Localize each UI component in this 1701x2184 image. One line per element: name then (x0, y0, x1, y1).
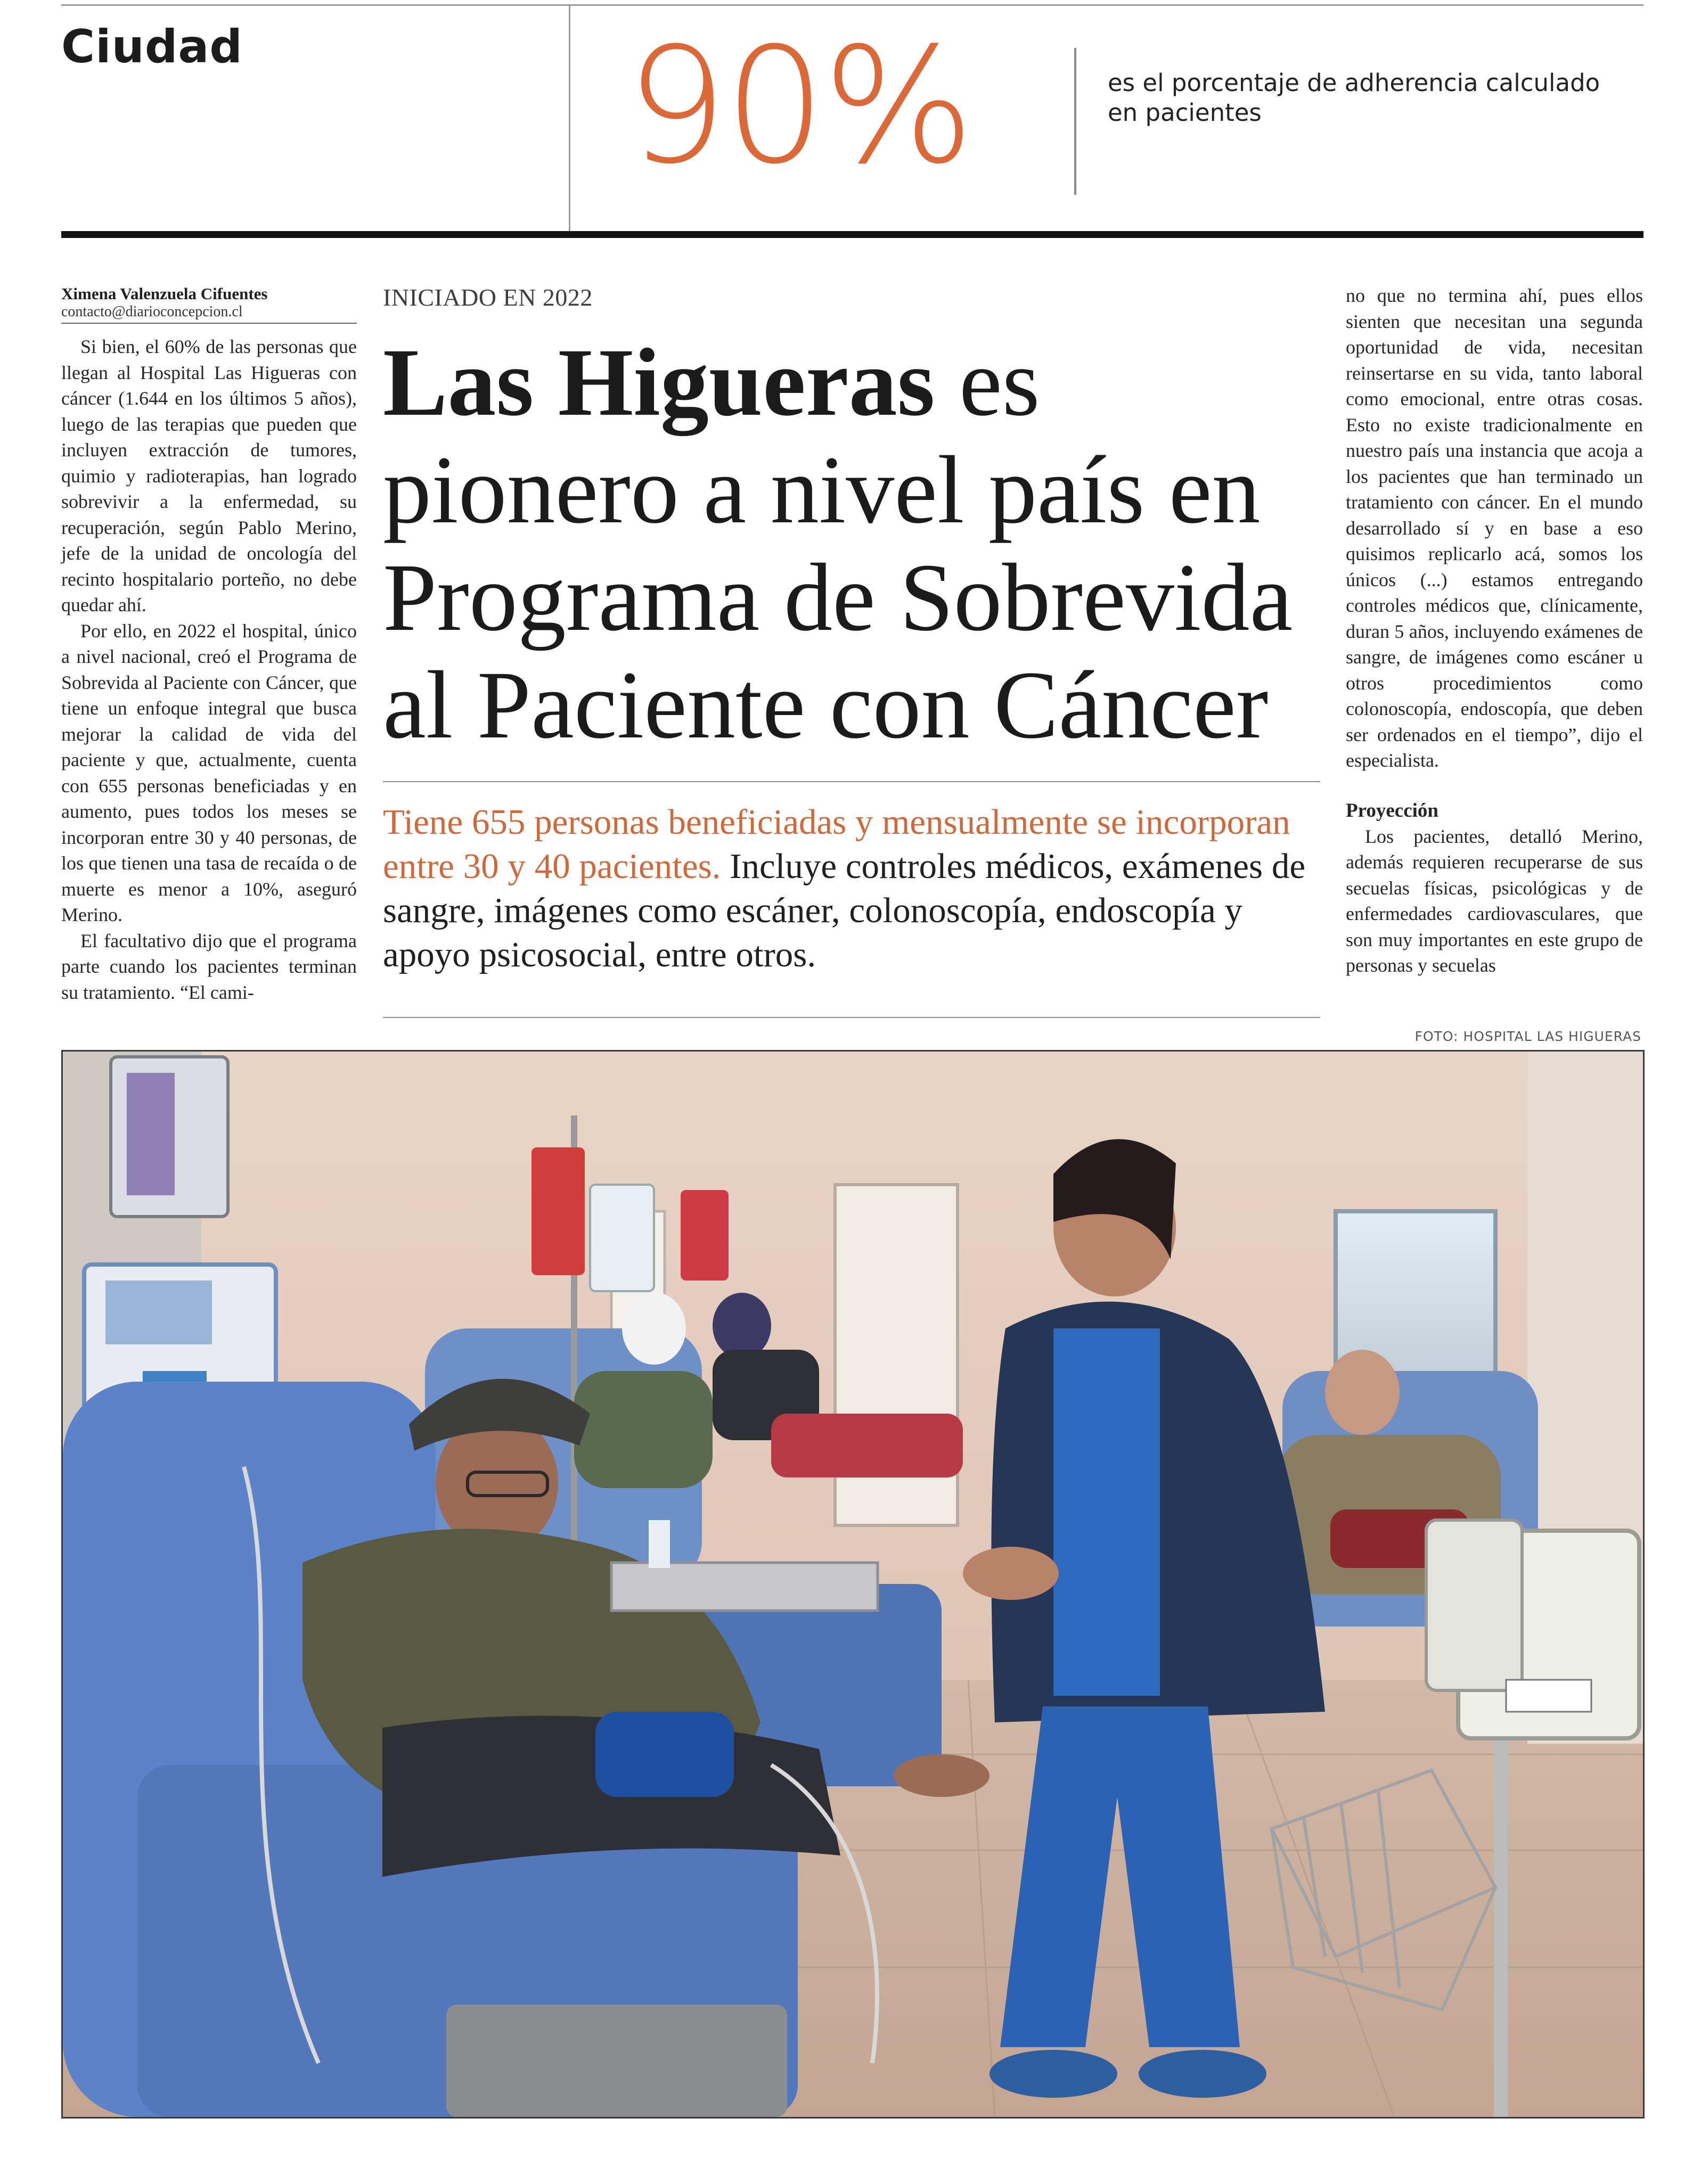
stat-caption: es el porcentaje de adherencia calculado en pacientes (1108, 69, 1600, 127)
deck-rule-bottom (383, 1017, 1320, 1018)
deck (383, 800, 1326, 977)
headline (383, 329, 1331, 759)
top-rule (61, 4, 1643, 6)
patient-bg-1 (713, 1293, 771, 1359)
patient-right (1325, 1350, 1400, 1435)
byline-rule (61, 323, 357, 324)
deck-highlight: Tiene 655 personas beneficiadas y mensualmente se incorporan entre 30 y 40 pacientes. (383, 802, 1290, 886)
header-rule (61, 231, 1643, 238)
tray (611, 1563, 878, 1611)
byline-email[interactable]: contacto@diarioconcepcion.cl (61, 303, 243, 320)
nurse-shoe (989, 2050, 1117, 2098)
body-paragraph: Si bien, el 60% de las personas que llegan al Hospital Las Higueras con cáncer (1.644 en los últimos 5 años), luego de las terapias que pueden que incluyen extracción de tumores, quimio y radioterapias, han logrado sobrevivir a la enfermedad, su recuperación, según Pablo Merino, jefe de la unidad de oncología del recinto hospitalario porteño, no debe quedar ahí. (61, 336, 357, 615)
kicker: INICIADO EN 2022 (383, 284, 593, 311)
body-column-right (1346, 283, 1643, 979)
bp-cuff (595, 1712, 734, 1797)
patient-bg-2 (622, 1292, 686, 1365)
body-paragraph: El facultativo dijo que el programa parte cuando los pacientes terminan su tratamiento. “El cami- (61, 930, 357, 1003)
deck-rest: Incluye controles médicos, exámenes de sangre, imágenes como escáner, colonoscopía, endoscopía y apoyo psicosocial, entre otros. (383, 847, 1306, 974)
subhead: Proyección (1346, 799, 1438, 822)
stat-divider (1074, 48, 1076, 195)
body-paragraph: Los pacientes, detalló Merino, además requieren recuperarse de sus secuelas físicas, psicológicas y de enfermedades cardiovasculares, que son muy importantes en este grupo de personas y secuelas (1346, 825, 1643, 976)
headline-bold: Las Higueras (383, 329, 935, 436)
article-photo (61, 1050, 1645, 2119)
byline-author: Ximena Valenzuela Cifuentes (61, 284, 268, 303)
section-label: Ciudad (61, 20, 243, 73)
photo-illustration (63, 1052, 1643, 2117)
foreground-tray (446, 2005, 787, 2117)
deck-rule-top (383, 781, 1320, 782)
stat-value: 90% (626, 13, 971, 199)
photo-credit: FOTO: HOSPITAL LAS HIGUERAS (1414, 1029, 1641, 1044)
iv-bag (531, 1147, 585, 1275)
body-paragraph: no que no termina ahí, pues ellos sienten que necesitan una segunda oportunidad de vida, necesitan reinsertarse en su vida, tanto laboral como emocional, entre otras cosas. Esto no existe tradicionalmente en nuestro país una instancia que acoja a los pacientes que han terminado un tratamiento con cáncer. En el mundo desarrollado sí y en base a eso quisimos replicarlo acá, somos los únicos (...) estamos entregando controles médicos que, clínicamente, duran 5 años, incluyendo exámenes de sangre, de imágenes como escáner u otros procedimientos como colonoscopía, endoscopía, que deben ser ordenados en el tiempo”, dijo el especialista. (1346, 285, 1643, 771)
body-column-left (61, 334, 357, 1005)
headline-rest: es pionero a nivel país en Programa de Sobrevida al Paciente con Cáncer (383, 329, 1293, 759)
header-divider (569, 5, 570, 231)
body-paragraph: Por ello, en 2022 el hospital, único a nivel nacional, creó el Programa de Sobrevida al Paciente con Cáncer, que tiene un enfoque integral que busca mejorar la calidad de vida del paciente y que, actualmente, cuenta con 655 personas beneficiadas y en aumento, pues todos los meses se incorporan entre 30 y 40 personas, de los que tienen una tasa de recaída o de muerte es menor a 10%, aseguró Merino. (61, 620, 357, 925)
byline (61, 285, 357, 321)
